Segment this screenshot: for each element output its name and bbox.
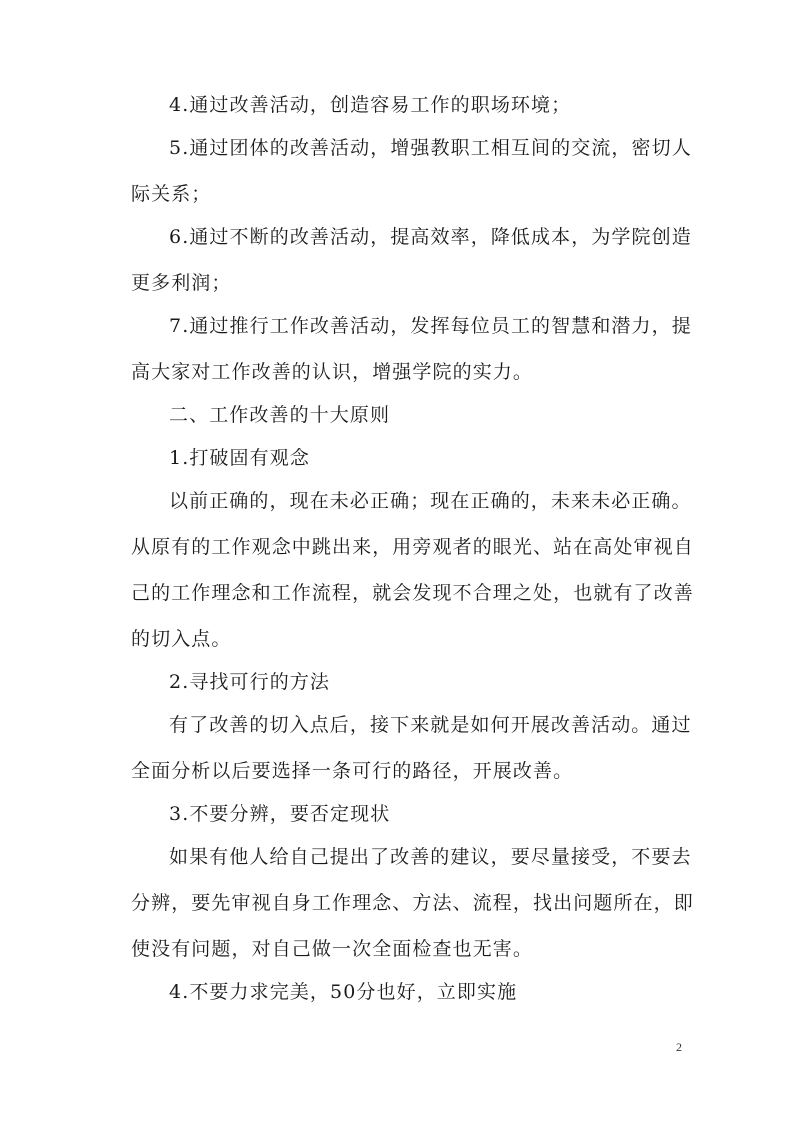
paragraph-line: 有了改善的切入点后，接下来就是如何开展改善活动。通过	[169, 714, 692, 736]
paragraph-line: 7.通过推行工作改善活动，发挥每位员工的智慧和潜力，提	[169, 315, 692, 337]
paragraph-line: 全面分析以后要选择一条可行的路径，开展改善。	[131, 760, 574, 782]
subsection-heading: 3.不要分辨，要否定现状	[169, 803, 391, 825]
paragraph-line: 高大家对工作改善的认识，增强学院的实力。	[131, 361, 534, 383]
body-text	[131, 94, 694, 1026]
subsection-heading: 4.不要力求完美，50分也好，立即实施	[169, 981, 518, 1003]
paragraph-line: 5.通过团体的改善活动，增强教职工相互间的交流，密切人	[169, 137, 692, 159]
section-heading: 二、工作改善的十大原则	[169, 404, 391, 426]
paragraph-line: 分辨，要先审视自身工作理念、方法、流程，找出问题所在，即	[131, 892, 694, 914]
paragraph-line: 的切入点。	[131, 628, 232, 650]
paragraph-line: 以前正确的，现在未必正确；现在正确的，未来未必正确。	[169, 490, 692, 512]
subsection-heading: 2.寻找可行的方法	[169, 671, 331, 693]
paragraph-line: 6.通过不断的改善活动，提高效率，降低成本，为学院创造	[169, 226, 692, 248]
paragraph-line: 使没有问题，对自己做一次全面检查也无害。	[131, 938, 534, 960]
paragraph-line: 从原有的工作观念中跳出来，用旁观者的眼光、站在高处审视自	[131, 536, 694, 558]
paragraph-line: 际关系；	[131, 183, 212, 205]
paragraph-line: 如果有他人给自己提出了改善的建议，要尽量接受，不要去	[169, 846, 692, 868]
paragraph-line: 己的工作理念和工作流程，就会发现不合理之处，也就有了改善	[131, 582, 694, 604]
subsection-heading: 1.打破固有观念	[169, 447, 310, 469]
page-number: 2	[676, 1040, 682, 1054]
paragraph-line: 更多利润；	[131, 272, 232, 294]
paragraph-line: 4.通过改善活动，创造容易工作的职场环境；	[169, 94, 572, 116]
